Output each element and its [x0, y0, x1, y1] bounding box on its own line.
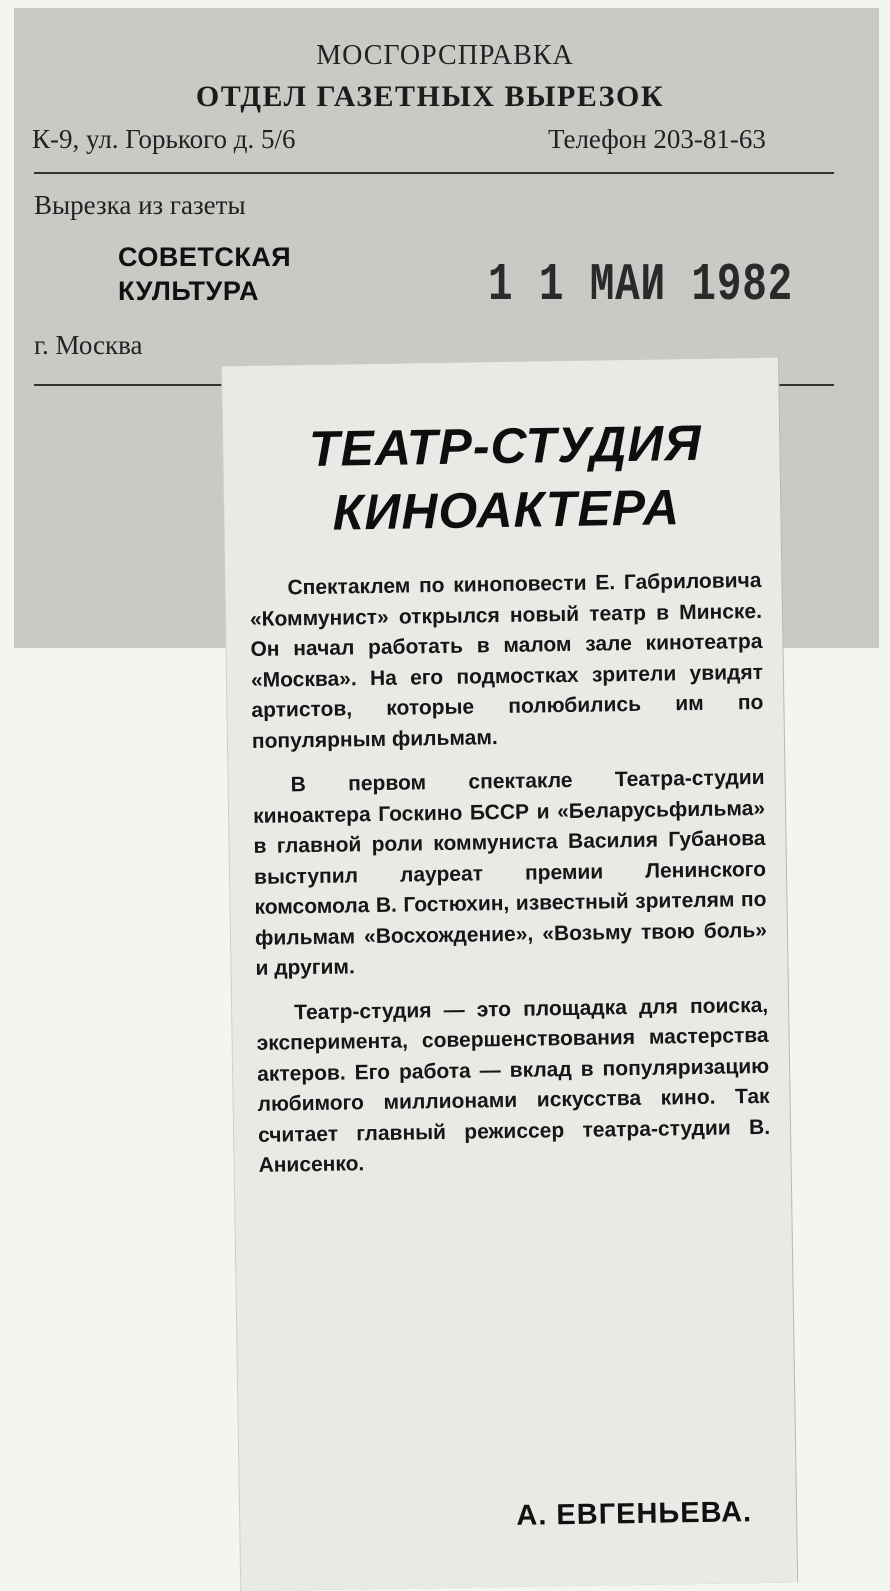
- newspaper-city: г. Москва: [34, 330, 143, 360]
- article-paragraph-3: Театр-студия — это площадка для поиска, эксперимента, совершенствования мастерства актеров. Его работа — вклад в популяризацию любимого миллионами искусства кино. Так считает главный режиссер театра-студии В. Анисенко.: [256, 993, 771, 1177]
- article-headline: [245, 410, 767, 546]
- newspaper-name-line1: СОВЕТСКАЯ: [118, 242, 292, 272]
- date-stamp: 1 1 МАИ 1982: [488, 256, 794, 316]
- bureau-address: К-9, ул. Горького д. 5/6: [32, 124, 296, 154]
- article-paragraph-1: Спектаклем по киноповести Е. Габриловича «Коммунист» открылся новый театр в Минске. Он начал работать в малом зале кинотеатра «Москва». На его подмостках зрители увидят артистов, которые полюбились им по популярным фильмам.: [249, 568, 764, 753]
- headline-line1: ТЕАТР-СТУДИЯ: [308, 414, 703, 478]
- newspaper-name: [118, 240, 291, 308]
- header-divider-top: [34, 172, 834, 174]
- headline-line2: КИНОАКТЕРА: [332, 479, 681, 541]
- bureau-name: МОСГОРСПРАВКА: [316, 40, 574, 71]
- cutting-source-label: Вырезка из газеты: [34, 190, 246, 220]
- bureau-phone: Телефон 203-81-63: [548, 124, 766, 154]
- newspaper-clipping: [222, 358, 797, 1591]
- article-body: [249, 566, 771, 1195]
- department-title: ОТДЕЛ ГАЗЕТНЫХ ВЫРЕЗОК: [195, 80, 665, 113]
- article-paragraph-2: В первом спектакле Театра-студии киноактера Госкино БССР и «Беларусьфильма» в главной роли коммуниста Василия Губанова выступил лауреат премии Ленинского комсомола В. Гостюхин, известный зрителям по фильмам «Восхождение», «Возьму твою боль» и другим.: [252, 765, 768, 980]
- article-byline: А. ЕВГЕНЬЕВА.: [516, 1496, 753, 1532]
- newspaper-name-line2: КУЛЬТУРА: [118, 276, 259, 306]
